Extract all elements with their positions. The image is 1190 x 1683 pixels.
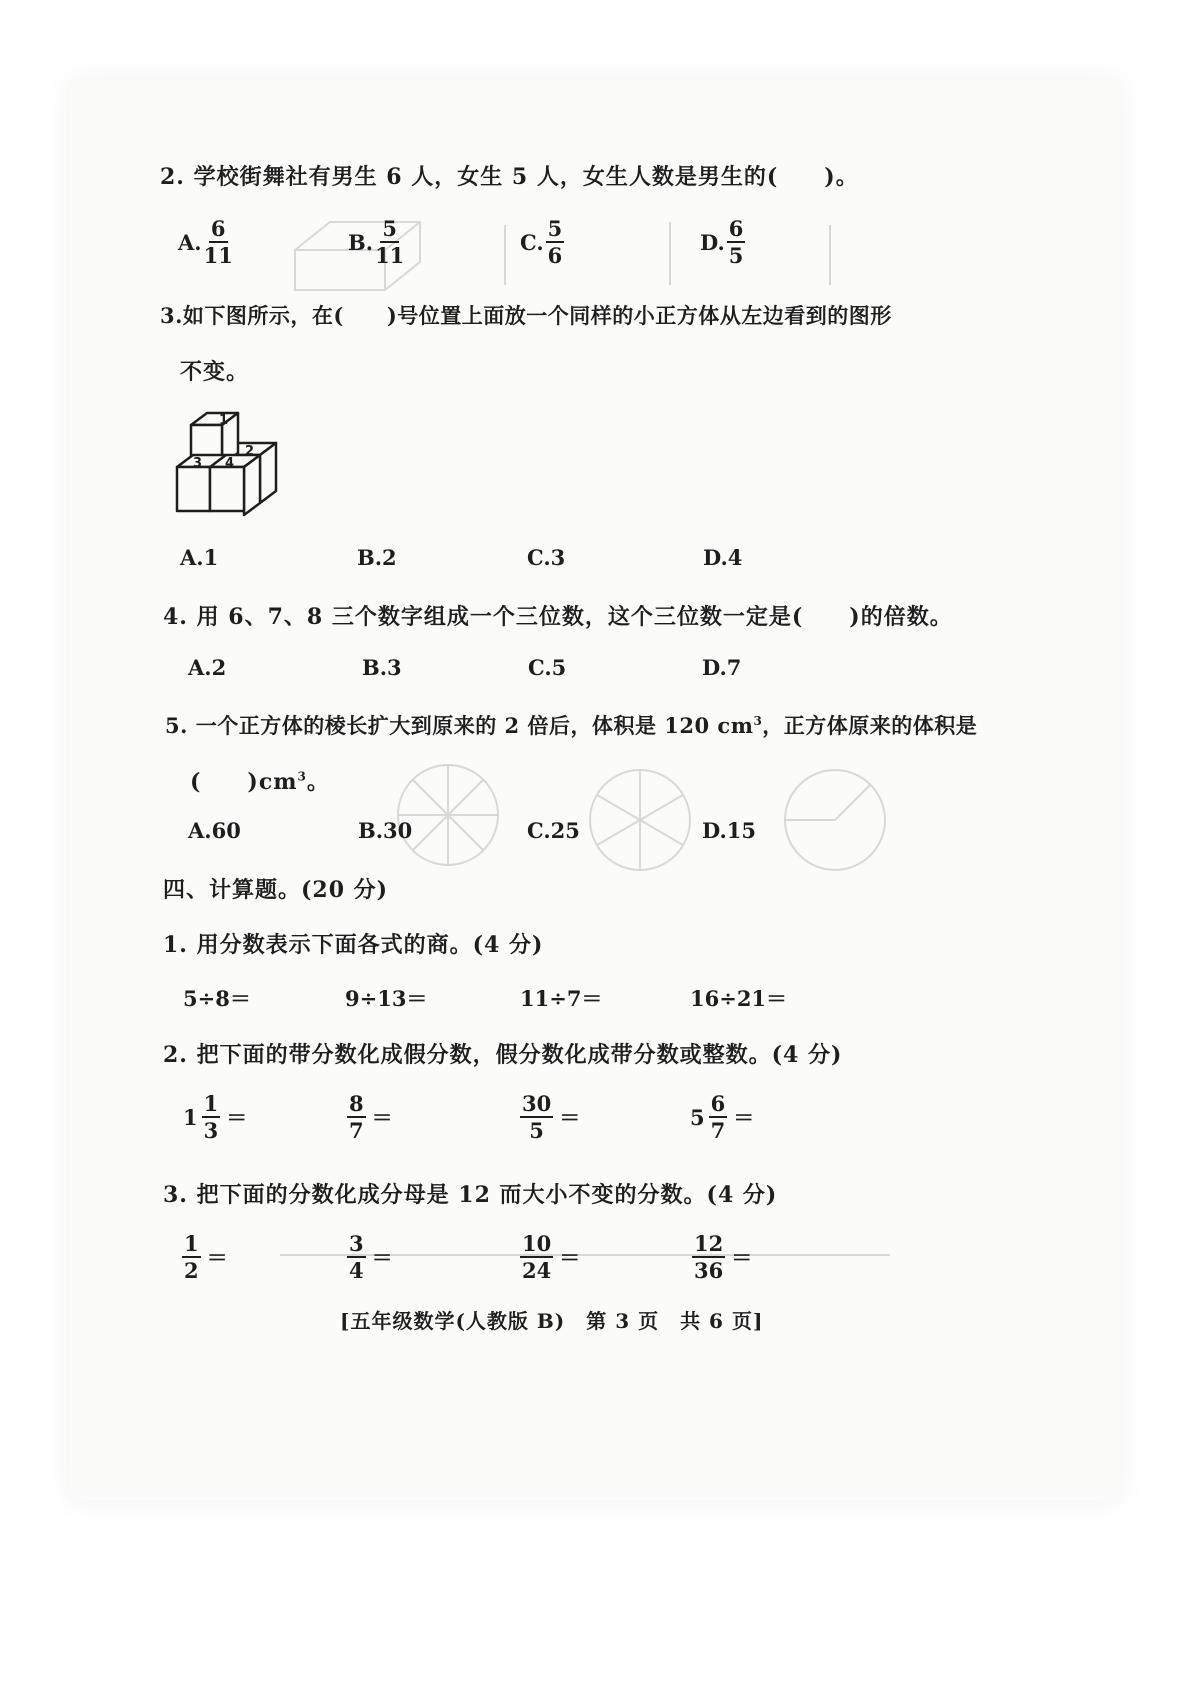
- section-4-part-3-title: 3. 把下面的分数化成分母是 12 而大小不变的分数。(4 分): [163, 1182, 778, 1208]
- calc-item[interactable]: 11÷7＝: [520, 986, 603, 1011]
- cube-label-3: 3: [193, 456, 203, 471]
- fraction: $\frac{6}{5}$: [728, 216, 744, 268]
- q5-option-c[interactable]: C.25: [527, 818, 580, 843]
- fraction: $\frac{6}{11}$: [203, 216, 233, 268]
- section-4-title: 四、计算题。(20 分): [163, 877, 389, 903]
- q3-option-b[interactable]: B.2: [357, 545, 397, 570]
- cube-stack-figure: [175, 405, 295, 515]
- mixed-fraction-item[interactable]: 1 $\frac{1}{3}$ ＝: [183, 1091, 248, 1143]
- calc-item[interactable]: 16÷21＝: [690, 986, 788, 1011]
- q4-option-d[interactable]: D.7: [702, 655, 742, 680]
- calc-item[interactable]: 9÷13＝: [345, 986, 428, 1011]
- q5-option-b[interactable]: B.30: [358, 818, 413, 843]
- cube-label-4: 4: [225, 456, 235, 471]
- cube-label-2: 2: [245, 444, 255, 459]
- mixed-fraction-item[interactable]: $\frac{30}{5}$ ＝: [522, 1091, 581, 1143]
- fraction-convert-item[interactable]: $\frac{12}{36}$ ＝: [694, 1231, 753, 1283]
- calc-item[interactable]: 5÷8＝: [183, 986, 251, 1011]
- q5-option-a[interactable]: A.60: [188, 818, 241, 843]
- q2-option-d[interactable]: D. $\frac{6}{5}$: [700, 216, 744, 268]
- question-5-text: 5. 一个正方体的棱长扩大到原来的 2 倍后，体积是 120 $cm^3$，正方体原来的体积是: [165, 713, 978, 738]
- q3-option-d[interactable]: D.4: [703, 545, 743, 570]
- mixed-fraction-item[interactable]: 5 $\frac{6}{7}$ ＝: [690, 1091, 755, 1143]
- q4-option-a[interactable]: A.2: [188, 655, 227, 680]
- section-4-part-1-title: 1. 用分数表示下面各式的商。(4 分): [163, 932, 544, 958]
- fraction: $\frac{5}{11}$: [375, 216, 405, 268]
- fraction: $\frac{5}{6}$: [547, 216, 563, 268]
- q2-option-b[interactable]: B. $\frac{5}{11}$: [348, 216, 405, 268]
- q2-option-c[interactable]: C. $\frac{5}{6}$: [520, 216, 563, 268]
- q4-option-b[interactable]: B.3: [362, 655, 402, 680]
- question-3-text-cont: 不变。: [180, 359, 250, 385]
- page-footer: [五年级数学(人教版 B) 第 3 页 共 6 页]: [340, 1309, 764, 1333]
- q4-option-c[interactable]: C.5: [528, 655, 567, 680]
- cube-label-1: 1: [219, 413, 229, 428]
- question-3-text: 3.如下图所示，在( )号位置上面放一个同样的小正方体从左边看到的图形: [160, 303, 892, 328]
- q3-option-c[interactable]: C.3: [527, 545, 566, 570]
- question-5-text-cont: ( )$cm^3$。: [190, 769, 330, 795]
- fraction-convert-item[interactable]: $\frac{1}{2}$ ＝: [184, 1231, 228, 1283]
- section-4-part-2-title: 2. 把下面的带分数化成假分数，假分数化成带分数或整数。(4 分): [163, 1042, 843, 1068]
- fraction-convert-item[interactable]: $\frac{10}{24}$ ＝: [522, 1231, 581, 1283]
- q3-option-a[interactable]: A.1: [180, 545, 219, 570]
- q5-option-d[interactable]: D.15: [702, 818, 756, 843]
- fraction-convert-item[interactable]: $\frac{3}{4}$ ＝: [349, 1231, 393, 1283]
- question-2-text: 2. 学校街舞社有男生 6 人，女生 5 人，女生人数是男生的( )。: [160, 164, 859, 190]
- question-4-text: 4. 用 6、7、8 三个数字组成一个三位数，这个三位数一定是( )的倍数。: [163, 604, 953, 630]
- mixed-fraction-item[interactable]: $\frac{8}{7}$ ＝: [349, 1091, 393, 1143]
- q2-option-a[interactable]: A. $\frac{6}{11}$: [178, 216, 233, 268]
